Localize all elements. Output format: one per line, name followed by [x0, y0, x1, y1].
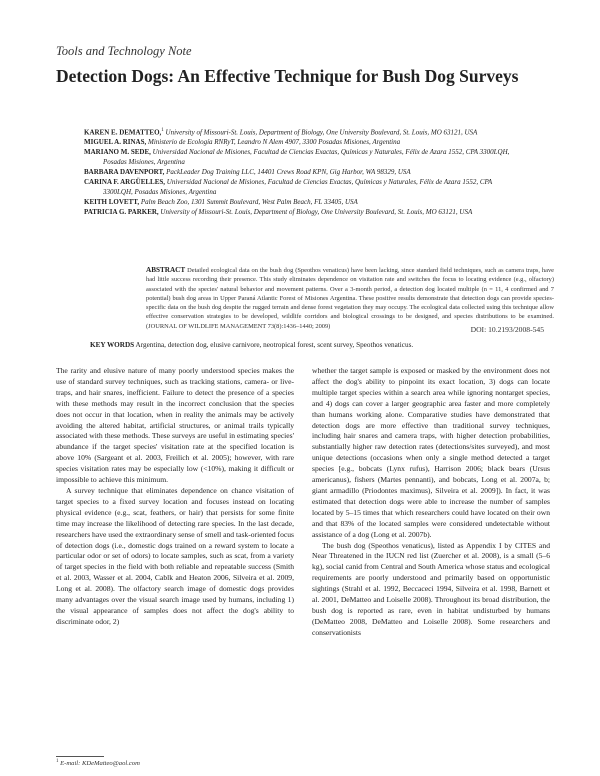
- author-entry: [84, 208, 554, 218]
- keywords: [90, 340, 560, 350]
- author-name: MARIANO M. SEDE,: [84, 148, 151, 157]
- footnote-marker: 1: [161, 128, 164, 133]
- author-entry: [84, 178, 554, 198]
- author-affiliation-continued: Posadas Misiones, Argentina: [103, 158, 185, 167]
- author-name: KAREN E. DEMATTEO,: [84, 128, 162, 137]
- author-entry: [84, 148, 554, 168]
- abstract-label: ABSTRACT: [146, 266, 186, 274]
- author-list: [84, 126, 554, 217]
- author-name: KEITH LOVETT,: [84, 197, 140, 206]
- footnote: [56, 759, 140, 767]
- author-name: CARINA F. ARGÜELLES,: [84, 177, 166, 186]
- author-affiliation: Universidad Nacional de Misiones, Facultad de Ciencias Exactas, Químicas y Naturales, Félix de Azara 1552, CPA: [166, 177, 493, 186]
- author-name: BARBARA DAVENPORT,: [84, 167, 165, 176]
- author-affiliation: Ministerio de Ecología RNRyT, Leandro N Alem 4907, 3300 Posadas Misiones, Argentina: [147, 138, 401, 147]
- body-paragraph: whether the target sample is exposed or masked by the environment does not affect the dog's ability to pinpoint its exact location, 3) dogs can locate multiple target species within a search area while ignoring nontarget species, and 4) dogs can cover a larger geographic area faster and more completely than humans working alone. Comparative studies have demonstrated that detection dogs are more effective than traditional survey techniques, including hair snares and camera traps, with higher detection probabilities, substantially higher raw detection rates (detections/sites surveyed), and most unique detections (occasions when only a single method detected a target species [e.g., bobcats (Lynx rufus), Harrison 2006; black bears (Ursus americanus), fishers (Martes pennanti), and bobcats, Long et al. 2007a, b; giant armadillo (Priodontes maximus), Silveira et al. 2009]). In fact, it was estimated that detection dogs were able to increase the number of samples located by 5–15 times that which researchers could have located on their own and that 83% of the located samples were considered undetectable without assistance of a dog (Long et al. 2007b).: [312, 366, 550, 539]
- keywords-text: Argentina, detection dog, elusive carnivore, neotropical forest, scent survey, Speothos venaticus.: [135, 341, 414, 349]
- body-paragraph: A survey technique that eliminates dependence on chance visitation of target species to a fixed survey location and focuses instead on locating physical evidence (e.g., scat, feathers, or hair) that persists for some finite time may increase the likelihood of detecting rare species. In the last decade, researchers have used the extraordinary sense of smell and task-oriented focus of detection dogs (i.e., domestic dogs trained on a reward system to locate a particular odor or set of odors) to locate samples, such as scat, from a variety of target species in the field with both reliable and repeatable success (Smith et al. 2003, Wasser et al. 2004, Cablk and Heaton 2006, Silveira et al. 2009, Long et al. 2008). The olfactory search image of domestic dogs provides many advantages over the visual search image used by humans, including 1) the visual appearance of samples does not affect the dog's ability to discriminate odor, 2): [56, 485, 294, 626]
- author-affiliation: University of Missouri-St. Louis, Department of Biology, One University Boulevard, St. Louis, MO 63121, USA: [165, 128, 478, 137]
- body-column-right: [312, 366, 550, 639]
- abstract: [146, 266, 554, 331]
- author-entry: [84, 198, 554, 208]
- author-affiliation: Palm Beach Zoo, 1301 Summit Boulevard, West Palm Beach, FL 33405, USA: [140, 197, 358, 206]
- keywords-label: KEY WORDS: [90, 341, 135, 349]
- author-affiliation: Universidad Nacional de Misiones, Facultad de Ciencias Exactas, Químicas y Naturales, Félix de Azara 1552, CPA 3300LQH,: [152, 148, 510, 157]
- author-entry: [84, 138, 554, 148]
- author-affiliation-continued: 3300LQH, Posadas Misiones, Argentina: [103, 187, 217, 196]
- author-entry: [84, 168, 554, 178]
- footnote-rule: [56, 756, 104, 757]
- body-paragraph: The bush dog (Speothos venaticus), listed as Appendix I by CITES and Near Threatened in the IUCN red list (Zuercher et al. 2008), is a small (5–6 kg), social canid from Central and South America whose status and ecological requirements are poorly understood and primarily based on opportunistic sightings (Strahl et al. 1992, Beccaceci 1994, Silveira et al. 1998, Barnett et al. 2001, DeMatteo and Loiselle 2008). Throughout its broad distribution, the bush dog is reported as rare, even in habitat undisturbed by humans (DeMatteo 2008, DeMatteo and Loiselle 2008). Some researchers and conservationists: [312, 540, 550, 637]
- body-paragraph: The rarity and elusive nature of many poorly understood species makes the use of standard survey techniques, such as tracking stations, camera- or live-traps, and hair snares, inefficient. Failure to detect the presence of a species with these methods may result in the incorrect conclusion that the species does not occur in that location, when in reality the animals may be actively avoiding the altered habitat, artificial structures, or animal trails typically associated with these methods. These surveys are useful in estimating species' abundance if the target species' visitation rate at the specified location is above 10% (Sargeant et al. 2003, Freilich et al. 2005); however, with rare species visitation rates may be especially low (<10%), making it difficult or impossible to achieve this minimum.: [56, 366, 294, 485]
- abstract-text: Detailed ecological data on the bush dog (Speothos venaticus) have been lacking, since standard field techniques, such as camera traps, have had little success recording their presence. This study eliminates dependence on visitation rate and switches the focus to locating evidence (e.g., olfactory) associated with the species' natural behavior and movement patterns. Over a 3-month period, a detection dog located multiple (n = 11, 4 confirmed and 7 potential) bush dog areas in Upper Paraná Atlantic Forest of Misiones Argentina. These positive results demonstrate that detection dogs can provide species-specific data on the bush dog despite the rugged terrain and dense forest vegetation they may occupy. The ecological data collected using this technique allow effective conservation strategies to be developed, wildlife corridors and biological crossings to be designed, and species distributions to be examined. (JOURNAL OF WILDLIFE MANAGEMENT 73(8):1436–1440; 2009): [146, 267, 554, 330]
- footnote-marker: 1: [56, 759, 59, 764]
- footnote-email: E-mail: KDeMatteo@aol.com: [60, 760, 140, 768]
- author-entry: [84, 126, 554, 138]
- article-title: Detection Dogs: An Effective Technique for Bush Dog Surveys: [56, 66, 519, 86]
- doi: DOI: 10.2193/2008-545: [470, 325, 544, 334]
- author-name: MIGUEL A. RINAS,: [84, 138, 147, 147]
- author-name: PATRICIA G. PARKER,: [84, 207, 159, 216]
- author-affiliation: University of Missouri-St. Louis, Department of Biology, One University Boulevard, St. Louis, MO 63121, USA: [160, 207, 473, 216]
- author-affiliation: PackLeader Dog Training LLC, 14401 Crews Road KPN, Gig Harbor, WA 98329, USA: [166, 167, 411, 176]
- section-type-label: Tools and Technology Note: [56, 44, 192, 58]
- body-column-left: [56, 366, 294, 628]
